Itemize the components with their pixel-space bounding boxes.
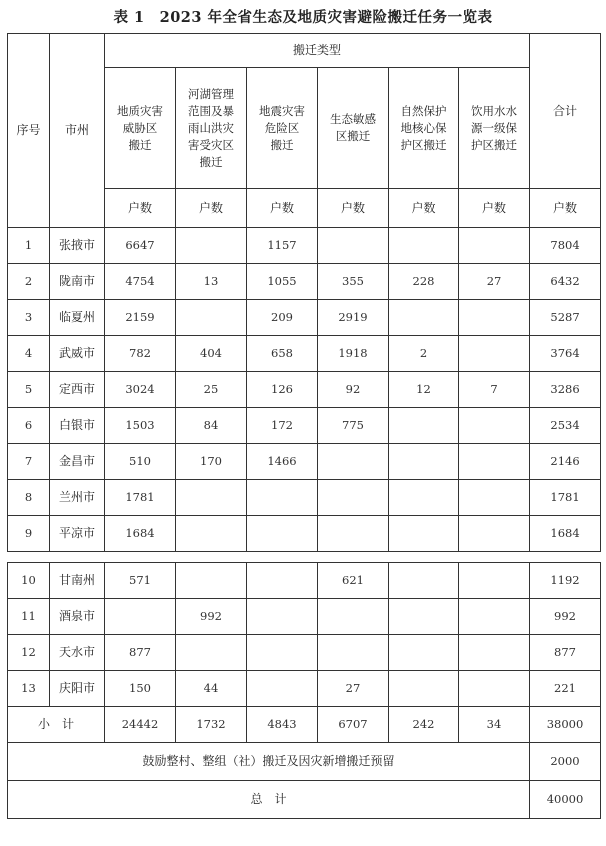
table-cell: 150 [105, 671, 176, 707]
row-total: 1684 [530, 516, 601, 552]
row-total: 3286 [530, 372, 601, 408]
subtotal-cell: 1732 [176, 707, 247, 743]
table-cell [459, 516, 530, 552]
table-cell: 44 [176, 671, 247, 707]
table-cell: 25 [176, 372, 247, 408]
table-cell [459, 635, 530, 671]
header-type: 生态敏感 区搬迁 [318, 68, 389, 189]
header-relocation-type: 搬迁类型 [105, 34, 530, 68]
reserve-label: 鼓励整村、整组（社）搬迁及因灾新增搬迁预留 [8, 743, 530, 781]
table-cell [459, 228, 530, 264]
table-row [8, 264, 601, 300]
table-cell: 571 [105, 563, 176, 599]
table-cell: 1918 [318, 336, 389, 372]
table-cell [318, 228, 389, 264]
table-cell: 1157 [247, 228, 318, 264]
row-city: 庆阳市 [50, 671, 105, 707]
table-cell [176, 228, 247, 264]
header-unit: 户数 [247, 189, 318, 228]
header-unit: 户数 [389, 189, 459, 228]
row-city: 陇南市 [50, 264, 105, 300]
table-cell: 170 [176, 444, 247, 480]
table-title: 表 1 2023 年全省生态及地质灾害避险搬迁任务一览表 [113, 9, 493, 26]
table-row [8, 480, 601, 516]
table-cell [389, 408, 459, 444]
table-cell [176, 480, 247, 516]
table-cell: 1466 [247, 444, 318, 480]
table-cell: 6647 [105, 228, 176, 264]
table-cell: 658 [247, 336, 318, 372]
row-city: 天水市 [50, 635, 105, 671]
header-type: 地质灾害 威胁区 搬迁 [105, 68, 176, 189]
table-cell: 228 [389, 264, 459, 300]
subtotal-label: 小 计 [8, 707, 105, 743]
row-city: 金昌市 [50, 444, 105, 480]
header-type: 河湖管理 范围及暴 雨山洪灾 害受灾区 搬迁 [176, 68, 247, 189]
row-city: 张掖市 [50, 228, 105, 264]
table-row [8, 336, 601, 372]
row-index: 5 [8, 372, 50, 408]
table-cell [318, 516, 389, 552]
table-cell [459, 408, 530, 444]
table-cell [318, 635, 389, 671]
row-index: 11 [8, 599, 50, 635]
reserve-total: 2000 [530, 743, 601, 781]
row-index: 6 [8, 408, 50, 444]
header-unit: 户数 [105, 189, 176, 228]
table-row [8, 444, 601, 480]
table-cell: 209 [247, 300, 318, 336]
table-cell [176, 516, 247, 552]
table-cell: 27 [459, 264, 530, 300]
table-row [8, 372, 601, 408]
row-index: 10 [8, 563, 50, 599]
table-cell [247, 635, 318, 671]
subtotal-cell: 24442 [105, 707, 176, 743]
table-cell [389, 228, 459, 264]
table-row [8, 599, 601, 635]
row-index: 2 [8, 264, 50, 300]
header-type: 自然保护 地核心保 护区搬迁 [389, 68, 459, 189]
table-cell [247, 671, 318, 707]
table-cell: 1781 [105, 480, 176, 516]
table-cell: 2919 [318, 300, 389, 336]
table-cell [389, 671, 459, 707]
row-total: 992 [530, 599, 601, 635]
header-type: 地震灾害 危险区 搬迁 [247, 68, 318, 189]
table-cell [105, 599, 176, 635]
header-unit: 户数 [459, 189, 530, 228]
table-cell [459, 444, 530, 480]
table-cell [247, 599, 318, 635]
table-cell [459, 563, 530, 599]
table-cell [176, 300, 247, 336]
grand-total-label: 总 计 [8, 781, 530, 819]
row-index: 3 [8, 300, 50, 336]
table-cell: 404 [176, 336, 247, 372]
row-city: 定西市 [50, 372, 105, 408]
table-cell [459, 480, 530, 516]
header-total: 合计 [530, 34, 601, 189]
table-cell [247, 480, 318, 516]
table-cell: 992 [176, 599, 247, 635]
row-city: 酒泉市 [50, 599, 105, 635]
table-row [8, 635, 601, 671]
subtotal-cell: 242 [389, 707, 459, 743]
table-cell: 1684 [105, 516, 176, 552]
header-index: 序号 [8, 34, 50, 228]
row-city: 平凉市 [50, 516, 105, 552]
table-cell [318, 599, 389, 635]
table-cell [176, 563, 247, 599]
table-cell [389, 300, 459, 336]
row-index: 8 [8, 480, 50, 516]
table-cell [247, 563, 318, 599]
header-unit: 户数 [318, 189, 389, 228]
row-city: 武威市 [50, 336, 105, 372]
row-index: 7 [8, 444, 50, 480]
row-total: 3764 [530, 336, 601, 372]
table-cell: 510 [105, 444, 176, 480]
table-cell: 7 [459, 372, 530, 408]
table-row [8, 228, 601, 264]
table-cell: 1503 [105, 408, 176, 444]
table-cell: 355 [318, 264, 389, 300]
table-cell: 13 [176, 264, 247, 300]
row-total: 2534 [530, 408, 601, 444]
table-cell [318, 480, 389, 516]
table-cell [389, 563, 459, 599]
row-city: 白银市 [50, 408, 105, 444]
table-cell: 172 [247, 408, 318, 444]
row-index: 4 [8, 336, 50, 372]
header-type: 饮用水水 源一级保 护区搬迁 [459, 68, 530, 189]
grand-total-value: 40000 [530, 781, 601, 819]
row-index: 12 [8, 635, 50, 671]
header-unit: 户数 [176, 189, 247, 228]
table-cell: 1055 [247, 264, 318, 300]
row-total: 6432 [530, 264, 601, 300]
subtotal-total: 38000 [530, 707, 601, 743]
table-cell: 2 [389, 336, 459, 372]
table-cell: 12 [389, 372, 459, 408]
table-cell: 27 [318, 671, 389, 707]
table-cell [459, 671, 530, 707]
table-cell [389, 516, 459, 552]
table-row [8, 516, 601, 552]
table-row [8, 671, 601, 707]
row-index: 1 [8, 228, 50, 264]
table-row [8, 300, 601, 336]
table-cell [389, 444, 459, 480]
table-cell: 126 [247, 372, 318, 408]
row-total: 221 [530, 671, 601, 707]
row-index: 9 [8, 516, 50, 552]
table-cell: 775 [318, 408, 389, 444]
table-cell [459, 300, 530, 336]
row-city: 甘南州 [50, 563, 105, 599]
table-cell [176, 635, 247, 671]
subtotal-cell: 34 [459, 707, 530, 743]
table-cell: 3024 [105, 372, 176, 408]
row-total: 7804 [530, 228, 601, 264]
row-total: 877 [530, 635, 601, 671]
table-cell [389, 635, 459, 671]
table-cell [318, 444, 389, 480]
row-total: 5287 [530, 300, 601, 336]
table-row [8, 563, 601, 599]
row-city: 临夏州 [50, 300, 105, 336]
table-cell: 92 [318, 372, 389, 408]
header-city: 市州 [50, 34, 105, 228]
table-cell: 782 [105, 336, 176, 372]
table-cell: 84 [176, 408, 247, 444]
table-cell: 877 [105, 635, 176, 671]
table-cell [247, 516, 318, 552]
table-cell: 621 [318, 563, 389, 599]
table-cell [389, 599, 459, 635]
row-total: 1781 [530, 480, 601, 516]
row-total: 2146 [530, 444, 601, 480]
table-cell [459, 599, 530, 635]
row-index: 13 [8, 671, 50, 707]
header-unit: 户数 [530, 189, 601, 228]
table-cell: 4754 [105, 264, 176, 300]
relocation-table-part1 [7, 33, 601, 552]
table-cell: 2159 [105, 300, 176, 336]
row-total: 1192 [530, 563, 601, 599]
subtotal-cell: 4843 [247, 707, 318, 743]
relocation-table-part2 [7, 562, 601, 819]
table-cell [389, 480, 459, 516]
table-row [8, 408, 601, 444]
table-cell [459, 336, 530, 372]
row-city: 兰州市 [50, 480, 105, 516]
subtotal-cell: 6707 [318, 707, 389, 743]
